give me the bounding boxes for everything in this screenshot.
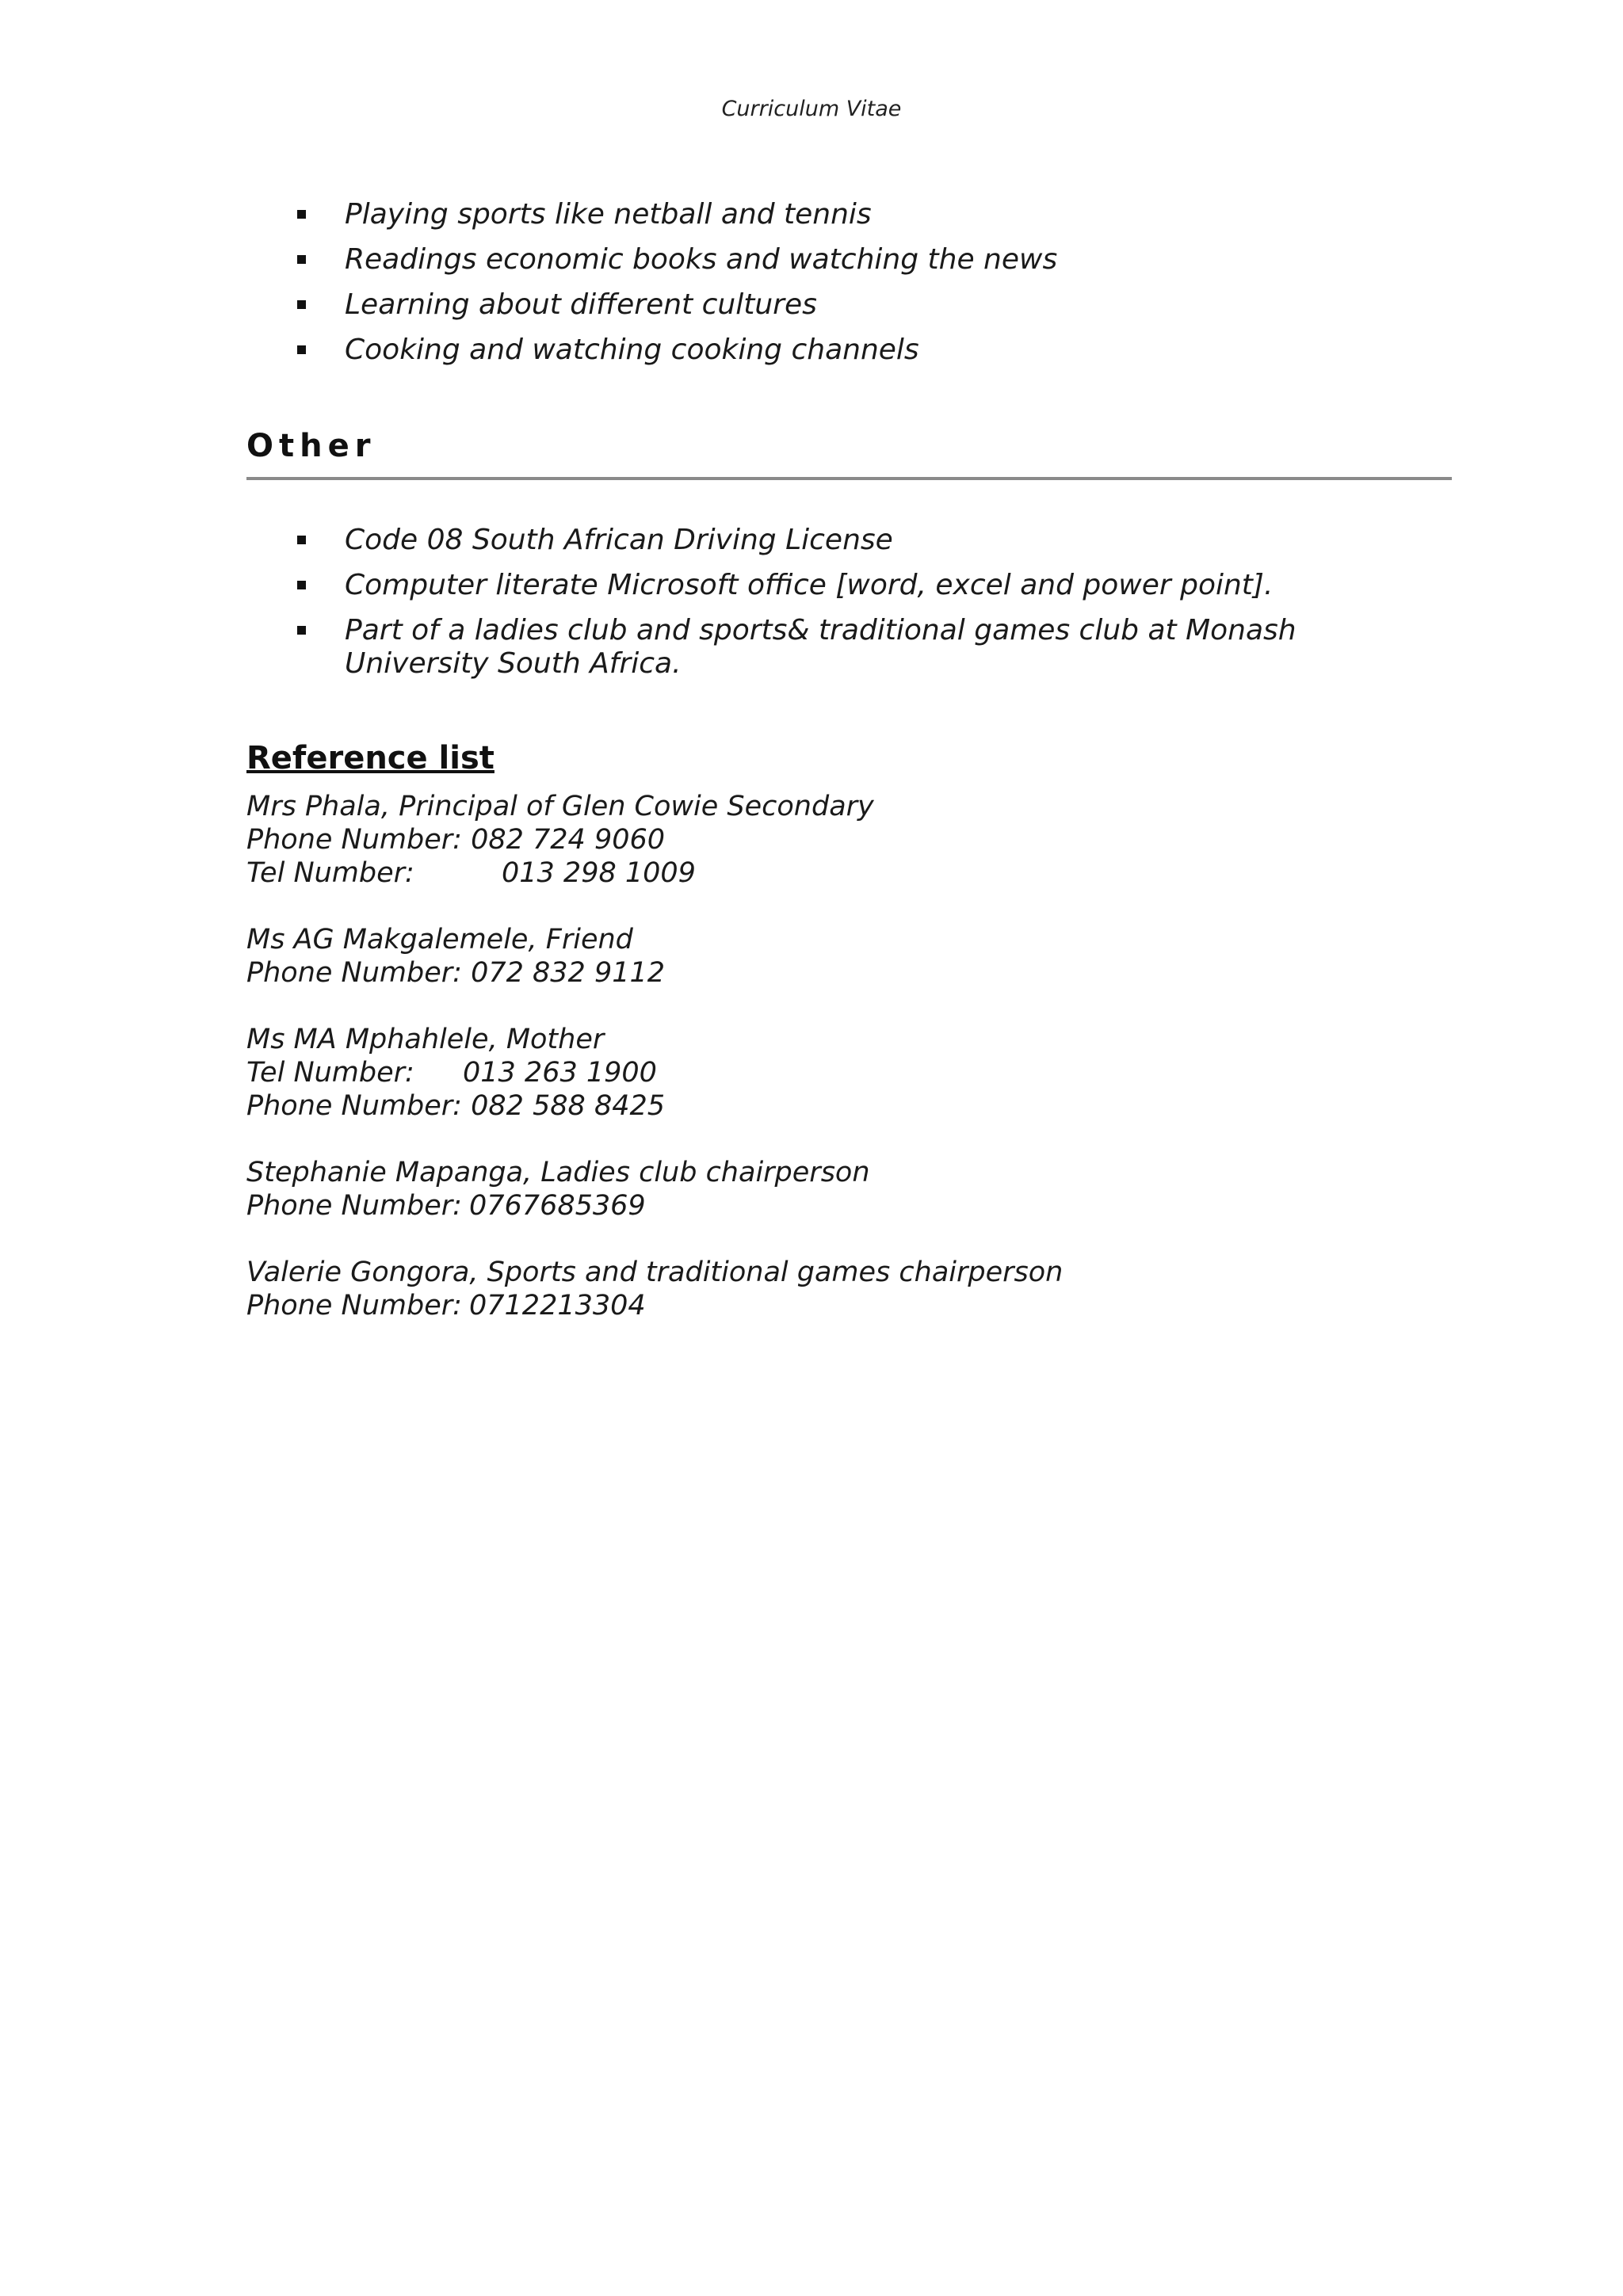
reference-phone: [246, 1289, 1435, 1322]
reference-entry: [246, 923, 1435, 990]
other-section: [246, 524, 1451, 692]
reference-name: Mrs Phala, Principal of Glen Cowie Secondary: [246, 791, 874, 822]
reference-phone: [246, 1089, 1435, 1123]
phone-value: 082 588 8425: [471, 1090, 666, 1122]
reference-tel: [246, 856, 1435, 890]
reference-phone: [246, 1189, 1435, 1222]
reference-list: [246, 790, 1435, 1356]
list-item: [246, 243, 1451, 277]
page-header: Curriculum Vitae: [721, 97, 902, 121]
square-bullet-icon: [297, 626, 306, 635]
list-item: [246, 569, 1451, 602]
tel-value: 013 263 1900: [463, 1057, 657, 1089]
interests-section: [246, 198, 1451, 379]
section-divider: [246, 477, 1452, 480]
list-item-text: Readings economic books and watching the news: [345, 243, 1058, 276]
list-item-text: Computer literate Microsoft office [word, excel and power point].: [345, 569, 1274, 601]
phone-value: 0767685369: [469, 1190, 646, 1222]
tel-label: Tel Number:: [246, 1057, 414, 1089]
reference-name: Valerie Gongora, Sports and traditional games chairperson: [246, 1257, 1064, 1288]
phone-label: Phone Number:: [246, 1090, 462, 1122]
reference-phone: [246, 956, 1435, 990]
phone-label: Phone Number:: [246, 1290, 462, 1322]
other-section-title: Other: [246, 428, 376, 464]
tel-label: Tel Number:: [246, 857, 414, 889]
square-bullet-icon: [297, 255, 306, 264]
list-item-text: Playing sports like netball and tennis: [345, 198, 872, 231]
phone-value: 082 724 9060: [471, 824, 666, 856]
list-item-text: Learning about different cultures: [345, 288, 817, 321]
reference-list-title: Reference list: [246, 740, 495, 776]
list-item: [246, 334, 1451, 367]
phone-label: Phone Number:: [246, 957, 462, 989]
list-item-text: Code 08 South African Driving License: [345, 524, 893, 556]
reference-tel: [246, 1056, 1435, 1089]
reference-entry: [246, 1023, 1435, 1123]
phone-label: Phone Number:: [246, 824, 462, 856]
tel-value: 013 298 1009: [502, 857, 696, 889]
list-item-text: Part of a ladies club and sports& traditional games club at Monash University South Africa.: [345, 614, 1296, 680]
list-item: [246, 288, 1451, 322]
interests-list: [246, 198, 1451, 367]
reference-name: Stephanie Mapanga, Ladies club chairperson: [246, 1157, 870, 1188]
square-bullet-icon: [297, 345, 306, 354]
square-bullet-icon: [297, 210, 306, 219]
phone-value: 072 832 9112: [471, 957, 666, 989]
reference-entry: [246, 1156, 1435, 1222]
square-bullet-icon: [297, 536, 306, 544]
phone-label: Phone Number:: [246, 1190, 462, 1222]
reference-entry: [246, 790, 1435, 890]
list-item-text: Cooking and watching cooking channels: [345, 334, 919, 366]
other-list: [246, 524, 1451, 681]
square-bullet-icon: [297, 581, 306, 589]
phone-value: 0712213304: [469, 1290, 646, 1322]
list-item: [246, 198, 1451, 231]
list-item: [246, 524, 1451, 557]
reference-name: Ms AG Makgalemele, Friend: [246, 924, 633, 955]
reference-name: Ms MA Mphahlele, Mother: [246, 1024, 605, 1055]
reference-phone: [246, 823, 1435, 856]
reference-entry: [246, 1256, 1435, 1322]
list-item: [246, 614, 1451, 681]
square-bullet-icon: [297, 300, 306, 309]
